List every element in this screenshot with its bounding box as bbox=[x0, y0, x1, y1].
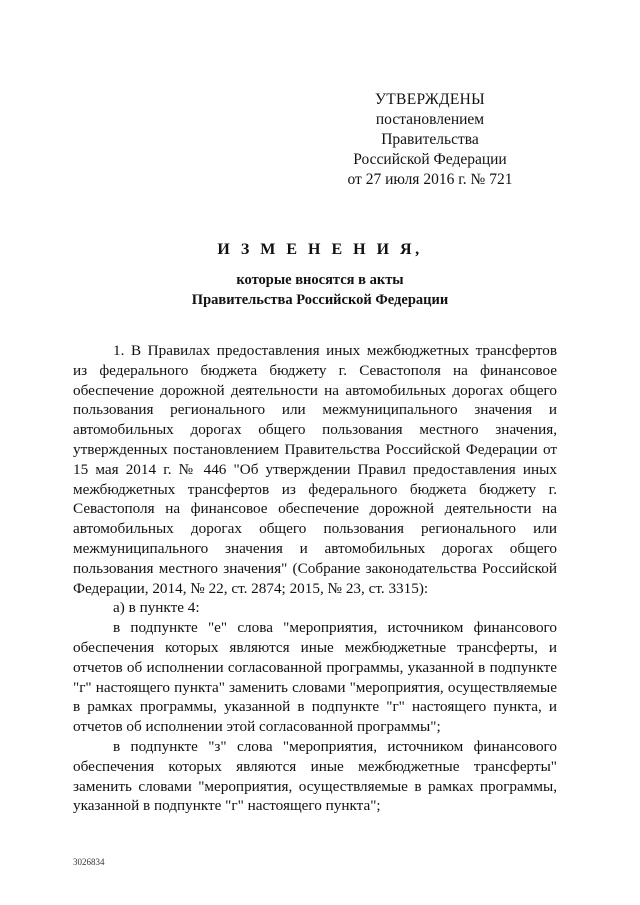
approval-heading: УТВЕРЖДЕНЫ bbox=[375, 91, 485, 108]
approval-line-1: постановлением Правительства bbox=[375, 111, 485, 148]
document-body bbox=[73, 341, 557, 816]
paragraph-4: в подпункте "з" слова "мероприятия, источником финансового обеспечения которых являются иные межбюджетные трансферты" заменить словами "мероприятия, осуществляемые в рамках программы, указанной в подпункте "г" настоящего пункта"; bbox=[73, 737, 557, 815]
approval-date-number: от 27 июля 2016 г. № 721 bbox=[347, 171, 513, 188]
document-title: И З М Е Н Е Н И Я, bbox=[217, 241, 423, 258]
approval-line-2: Российской Федерации bbox=[353, 151, 507, 168]
document-subtitle-2: Правительства Российской Федерации bbox=[191, 292, 449, 308]
paragraph-2: а) в пункте 4: bbox=[113, 599, 200, 617]
document-subtitle-1: которые вносятся в акты bbox=[236, 272, 404, 288]
paragraph-3: в подпункте "е" слова "мероприятия, источником финансового обеспечения которых являются иные межбюджетные трансферты, и отчетов об исполнении согласованной программы, указанной в подпункте "г" настоящего пункта" заменить словами "мероприятия, осуществляемые в рамках программы, указанной в подпункте "г" настоящего пункта, и отчетов об исполнении этой согласованной программы"; bbox=[73, 619, 557, 736]
document-code: 3026834 bbox=[73, 857, 105, 867]
document-title-block bbox=[0, 240, 640, 310]
paragraph-1: 1. В Правилах предоставления иных межбюджетных трансфертов из федерального бюджета бюджету г. Севастополя на финансовое обеспечение дорожной деятельности на автомобильных дорогах общего пользования регионального или межмуниципального значения и автомобильных дорогах общего пользования местного значения, утвержденных постановлением Правительства Российской Федерации от 15 мая 2014 г. № 446 "Об утверждении Правил предоставления иных межбюджетных трансфертов из федерального бюджета бюджету г. Севастополя на финансовое обеспечение дорожной деятельности на автомобильных дорогах общего пользования регионального или межмуниципального значения и автомобильных дорогах общего пользования местного значения" (Собрание законодательства Российской Федерации, 2014, № 22, ст. 2874; 2015, № 23, ст. 3315): bbox=[73, 342, 557, 597]
approval-stamp bbox=[340, 90, 520, 190]
